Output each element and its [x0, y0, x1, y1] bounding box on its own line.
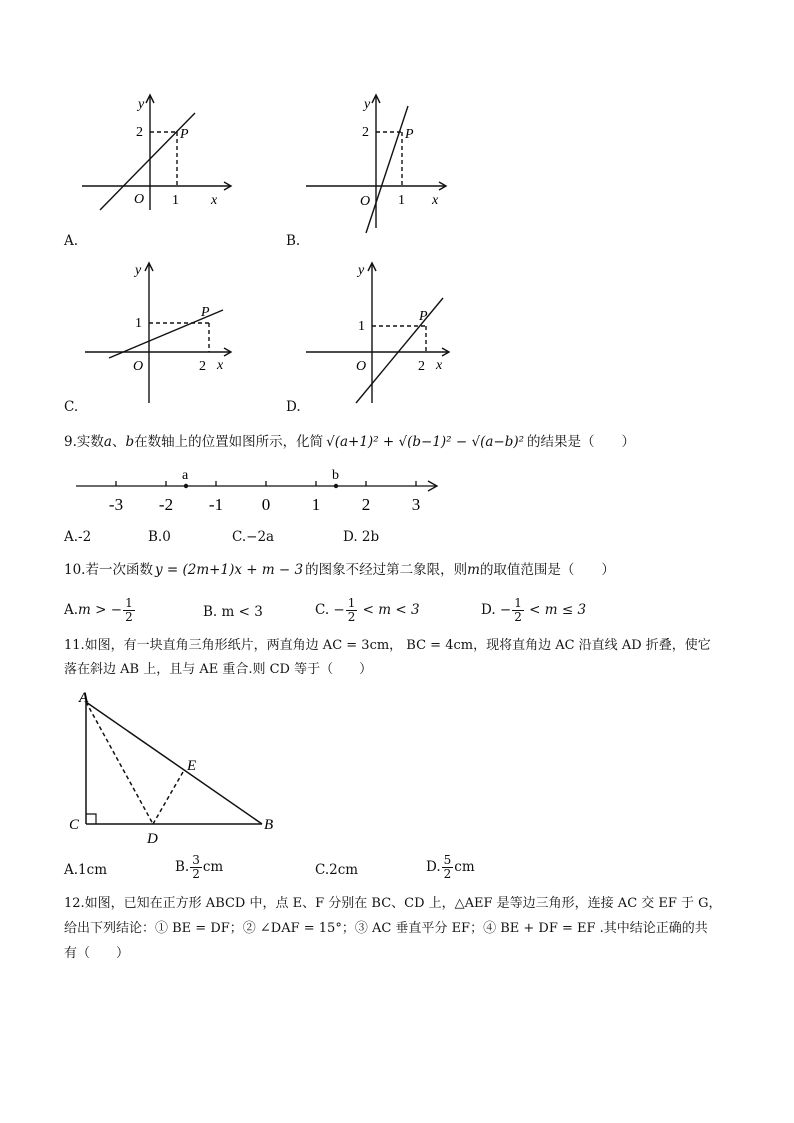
origin-label: O [133, 359, 144, 374]
x-tick-label: 2 [199, 359, 206, 374]
point-d-label: D [147, 831, 158, 847]
point-b-label: b [332, 468, 339, 483]
triangle-figure [66, 688, 286, 848]
q12-line-2: 给出下列结论：① BE = DF；② ∠DAF = 15°；③ AC 垂直平分 EF；④ BE + DF = EF .其中结论正确的共 [64, 921, 708, 936]
graph-d [290, 258, 460, 408]
y-axis-label: y [135, 263, 142, 278]
x-axis-label: x [436, 358, 443, 373]
fold-line-ad [86, 702, 153, 824]
vertex-a-label: A [79, 690, 90, 706]
q11-option-a: A.1cm [64, 862, 107, 878]
y-axis-label: y [364, 97, 371, 112]
q10-var-m: m [467, 562, 480, 578]
fraction-denominator: 2 [125, 610, 133, 624]
q10-option-d [481, 597, 586, 624]
option-d-label: D. [286, 399, 301, 415]
point-p-label: P [405, 127, 414, 142]
y-tick-label: 1 [358, 319, 365, 334]
q10-option-a [64, 597, 136, 624]
q10-function: y = (2m+1)x + m − 3 [154, 562, 304, 578]
q10-option-c-prefix: C. − [315, 602, 345, 618]
function-line [356, 298, 443, 403]
q10-option-d-fraction [512, 597, 524, 624]
fraction-denominator: 2 [347, 610, 356, 624]
number-line-tick-label: 2 [361, 495, 371, 514]
q10-option-c [315, 597, 420, 624]
q11-option-d-unit: cm [454, 859, 475, 875]
q11-option-b [175, 854, 223, 881]
q11-option-b-fraction [190, 854, 202, 881]
number-line-tick-label: 0 [261, 495, 271, 514]
point-p-label: P [419, 309, 428, 324]
origin-label: O [356, 359, 367, 374]
vertex-b-label: B [264, 817, 274, 833]
q9-expression: √(a+1)² + √(b−1)² − √(a−b)² [326, 434, 525, 450]
q10-option-a-fraction [123, 597, 135, 624]
vertex-c-label: C [69, 817, 80, 833]
x-tick-label: 1 [172, 193, 179, 208]
q9-stem-mid: 在数轴上的位置如图所示，化简 [134, 434, 324, 450]
q10-option-d-suffix: < m ≤ 3 [524, 602, 587, 618]
point-a-dot [184, 484, 188, 488]
right-angle-mark-icon [86, 814, 96, 824]
graph-b [290, 88, 460, 238]
q10-stem-mid: 的图象不经过第二象限，则 [305, 562, 468, 578]
x-axis-label: x [432, 193, 439, 208]
q9-var-sep: 、 [111, 434, 126, 450]
point-a-label: a [182, 468, 189, 483]
y-tick-label: 2 [136, 125, 143, 140]
point-p-label: P [180, 127, 189, 142]
q9-option-a: A.-2 [64, 529, 92, 545]
q12-line-1: 12.如图，已知在正方形 ABCD 中，点 E、F 分别在 BC、CD 上，△AEF 是等边三角形，连接 AC 交 EF 于 G， [64, 896, 722, 911]
fraction-denominator: 2 [514, 610, 522, 624]
q10-option-a-prefix: A. [64, 602, 79, 618]
y-tick-label: 1 [135, 316, 142, 331]
fraction-numerator: 5 [443, 853, 452, 867]
number-line-tick-label: -3 [108, 495, 124, 514]
x-axis-label: x [211, 193, 218, 208]
q10-option-a-relation: m > − [78, 602, 123, 618]
q11-line-2: 落在斜边 AB 上，且与 AE 重合.则 CD 等于（ ） [64, 662, 373, 677]
graph-a [70, 88, 240, 218]
number-line-tick-label: -1 [208, 495, 224, 514]
fold-line-de [153, 772, 183, 824]
q11-line-1: 11.如图，有一块直角三角形纸片，两直角边 AC = 3cm， BC = 4cm，现将直角边 AC 沿直线 AD 折叠，使它 [64, 638, 711, 653]
q10-stem-end: 的取值范围是（ ） [479, 562, 615, 578]
q11-option-d-fraction [442, 854, 454, 881]
x-tick-label: 2 [418, 359, 425, 374]
fraction-numerator: 3 [192, 853, 200, 867]
x-axis-label: x [217, 358, 224, 373]
q10-option-d-prefix: D. − [481, 602, 512, 618]
q10-stem-start: 10.若一次函数 [64, 562, 153, 578]
origin-label: O [134, 192, 145, 207]
number-line [72, 466, 444, 518]
point-b-dot [334, 484, 338, 488]
q9-option-c: C.−2a [232, 529, 275, 545]
point-p-label: P [201, 305, 210, 320]
fraction-denominator: 2 [192, 867, 200, 881]
q10-option-b: B. m < 3 [203, 604, 263, 620]
q10-option-c-suffix: < m < 3 [358, 602, 420, 618]
side-ab [86, 702, 262, 824]
q9-stem [64, 433, 635, 451]
fraction-numerator: 1 [514, 596, 522, 610]
option-a-label: A. [64, 233, 79, 249]
q11-option-b-unit: cm [202, 859, 224, 875]
q9-var-a: a [103, 434, 112, 450]
q10-option-c-fraction [346, 597, 358, 624]
origin-label: O [360, 194, 371, 209]
q9-stem-start: 9.实数 [64, 434, 104, 450]
y-axis-label: y [138, 97, 145, 112]
q11-option-d [426, 854, 475, 881]
q12-line-3: 有（ ） [64, 946, 130, 961]
option-c-label: C. [64, 399, 79, 415]
number-line-tick-label: 3 [411, 495, 421, 514]
q11-option-c: C.2cm [315, 862, 359, 878]
y-tick-label: 2 [362, 125, 369, 140]
option-b-label: B. [286, 233, 301, 249]
point-e-label: E [187, 758, 197, 774]
y-axis-label: y [358, 263, 365, 278]
q10-stem [64, 561, 615, 579]
q11-option-d-prefix: D. [426, 859, 441, 875]
q9-stem-end: 的结果是（ ） [527, 434, 636, 450]
number-line-tick-label: -2 [158, 495, 174, 514]
x-tick-label: 1 [398, 193, 405, 208]
q11-option-b-prefix: B. [175, 859, 190, 875]
q9-var-b: b [125, 434, 135, 450]
number-line-tick-label: 1 [311, 495, 321, 514]
q9-option-b: B.0 [148, 529, 171, 545]
q9-option-d: D. 2b [343, 529, 380, 545]
fraction-denominator: 2 [443, 867, 452, 881]
fraction-numerator: 1 [347, 596, 356, 610]
graph-c [75, 258, 245, 408]
fraction-numerator: 1 [125, 596, 133, 610]
